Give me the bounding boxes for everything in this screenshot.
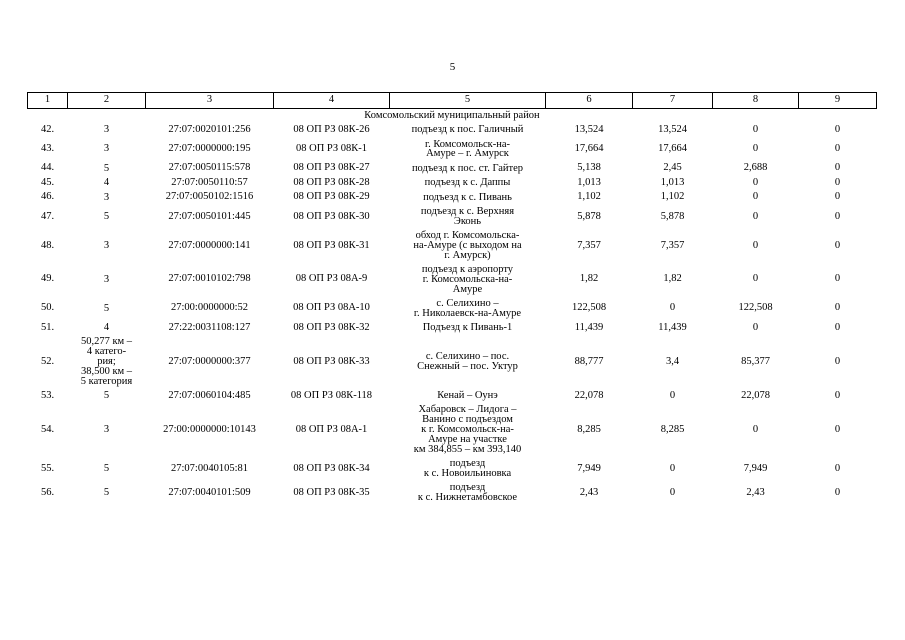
table-row <box>28 403 877 457</box>
total-length: 17,664 <box>574 143 604 155</box>
cadastral-number: 27:00:0000000:52 <box>170 302 248 314</box>
length-col-8: 2,688 <box>743 162 768 174</box>
column-header: 8 <box>713 93 799 109</box>
road-id: 08 ОП РЗ 08К-29 <box>293 191 370 203</box>
column-header: 6 <box>546 93 633 109</box>
cadastral-number: 27:07:0050110:57 <box>171 176 248 188</box>
cadastral-number: 27:07:0040105:81 <box>170 463 248 475</box>
road-category: 5 <box>103 302 110 314</box>
length-col-7: 13,524 <box>658 124 687 135</box>
cadastral-number: 27:07:0050101:445 <box>168 210 251 222</box>
table-row <box>28 481 877 505</box>
total-length: 11,439 <box>574 321 604 333</box>
cadastral-number: 27:07:0050102:1516 <box>165 191 254 203</box>
length-col-9: 0 <box>834 355 841 367</box>
total-length: 122,508 <box>571 302 607 314</box>
road-id: 08 ОП РЗ 08К-1 <box>295 143 368 155</box>
road-id: 08 ОП РЗ 08К-27 <box>293 162 370 174</box>
length-col-7: 3,4 <box>665 355 680 367</box>
road-name: подъезд к с. Пивань <box>423 191 512 203</box>
length-col-7: 0 <box>669 302 676 314</box>
table-row <box>28 335 877 389</box>
length-col-9: 0 <box>834 239 841 251</box>
length-col-9: 0 <box>834 273 841 285</box>
column-header: 2 <box>68 93 146 109</box>
road-id: 08 ОП РЗ 08К-34 <box>293 463 370 475</box>
road-name: с. Селихино – пос. Снежный – пос. Уктур <box>417 351 518 373</box>
table-row <box>28 321 877 336</box>
length-col-8: 7,949 <box>743 463 768 475</box>
road-id: 08 ОП РЗ 08А-1 <box>295 424 368 436</box>
length-col-7: 0 <box>669 486 676 498</box>
road-id: 08 ОП РЗ 08К-33 <box>293 355 370 367</box>
row-number: 50. <box>40 302 55 314</box>
road-name: обход г. Комсомольска- на-Амуре (с выходом на г. Амурск) <box>413 229 522 261</box>
row-number: 42. <box>40 124 55 135</box>
length-col-9: 0 <box>834 302 841 314</box>
column-header: 3 <box>146 93 274 109</box>
cadastral-number: 27:07:0020101:256 <box>168 124 251 135</box>
page-number: 5 <box>449 61 456 73</box>
table-row <box>28 263 877 297</box>
length-col-8: 85,377 <box>741 355 770 367</box>
road-id: 08 ОП РЗ 08А-9 <box>295 273 368 285</box>
road-name: подъезд к с. Верхняя Эконь <box>420 205 515 227</box>
length-col-9: 0 <box>834 191 841 203</box>
row-number: 47. <box>40 210 55 222</box>
road-category: 5 <box>103 162 110 174</box>
road-name: Подъезд к Пивань-1 <box>422 321 513 333</box>
column-header: 1 <box>28 93 68 109</box>
row-number: 53. <box>40 389 55 401</box>
road-category: 3 <box>103 143 110 155</box>
table-row <box>28 205 877 229</box>
length-col-7: 1,82 <box>663 273 682 285</box>
road-name: подъезд к с. Новоильиновка <box>423 458 512 480</box>
row-number: 45. <box>40 176 55 188</box>
row-number: 56. <box>40 486 55 498</box>
road-category: 3 <box>103 124 110 136</box>
table-row <box>28 190 877 205</box>
table-row <box>28 161 877 176</box>
total-length: 13,524 <box>574 124 604 135</box>
length-col-9: 0 <box>834 162 841 174</box>
total-length: 7,949 <box>577 463 601 475</box>
road-category: 5 <box>103 463 110 475</box>
road-id: 08 ОП РЗ 08К-32 <box>293 321 370 333</box>
road-id: 08 ОП РЗ 08К-118 <box>290 389 373 401</box>
road-name: Хабаровск – Лидога – Ванино с подъездом к г. Комсомольск-на- Амуре на участке км 384,855 – км 393,140 <box>413 404 522 456</box>
total-length: 7,357 <box>577 239 601 251</box>
length-col-7: 7,357 <box>660 239 685 251</box>
length-col-8: 0 <box>752 176 759 188</box>
road-category: 5 <box>103 487 110 499</box>
length-col-8: 0 <box>752 239 759 251</box>
total-length: 8,285 <box>577 424 601 436</box>
length-col-9: 0 <box>834 463 841 475</box>
length-col-8: 122,508 <box>738 302 773 314</box>
road-name: подъезд к с. Даппы <box>424 177 511 189</box>
cadastral-number: 27:22:0031108:127 <box>168 321 251 333</box>
total-length: 5,878 <box>577 210 601 222</box>
row-number: 52. <box>40 355 55 367</box>
section-row <box>28 109 877 124</box>
total-length: 1,82 <box>579 273 599 285</box>
road-id: 08 ОП РЗ 08К-26 <box>293 124 370 135</box>
length-col-9: 0 <box>834 124 841 135</box>
length-col-7: 0 <box>669 463 676 475</box>
table-row <box>28 389 877 404</box>
cadastral-number: 27:07:0050115:578 <box>168 162 251 174</box>
length-col-9: 0 <box>834 321 841 333</box>
table-row <box>28 457 877 481</box>
road-category: 3 <box>103 239 110 251</box>
road-category: 4 <box>103 177 110 189</box>
total-length: 2,43 <box>579 486 599 498</box>
length-col-9: 0 <box>834 210 841 222</box>
road-category: 4 <box>103 321 110 333</box>
roads-table <box>27 92 877 505</box>
length-col-8: 0 <box>752 424 759 436</box>
length-col-7: 1,013 <box>660 176 685 188</box>
road-category: 3 <box>103 273 110 285</box>
length-col-8: 0 <box>752 143 759 155</box>
road-category: 5 <box>103 390 110 402</box>
length-col-8: 2,43 <box>746 486 765 498</box>
length-col-8: 0 <box>752 191 759 203</box>
road-name: подъезд к аэропорту г. Комсомольска-на- Амуре <box>421 263 514 295</box>
cadastral-number: 27:07:0000000:195 <box>168 143 251 155</box>
road-name: г. Комсомольск-на- Амуре – г. Амурск <box>424 138 511 160</box>
row-number: 44. <box>40 162 55 174</box>
road-category: 5 <box>103 210 110 222</box>
column-header: 4 <box>274 93 390 109</box>
length-col-7: 8,285 <box>660 424 685 436</box>
length-col-8: 0 <box>752 321 759 333</box>
road-category: 3 <box>103 424 110 436</box>
length-col-8: 22,078 <box>741 389 770 401</box>
total-length: 1,102 <box>577 191 601 203</box>
length-col-7: 1,102 <box>660 191 685 203</box>
row-number: 49. <box>40 273 55 285</box>
row-number: 55. <box>40 463 55 475</box>
road-id: 08 ОП РЗ 08К-28 <box>293 176 370 188</box>
length-col-7: 17,664 <box>658 143 687 155</box>
length-col-9: 0 <box>834 176 841 188</box>
length-col-8: 0 <box>752 210 759 222</box>
total-length: 5,138 <box>577 162 601 174</box>
length-col-7: 5,878 <box>660 210 685 222</box>
road-id: 08 ОП РЗ 08А-10 <box>293 302 370 314</box>
length-col-8: 0 <box>752 273 759 285</box>
length-col-7: 11,439 <box>658 321 687 333</box>
length-col-7: 2,45 <box>663 162 682 174</box>
table-row <box>28 176 877 191</box>
road-name: подъезд к пос. ст. Гайтер <box>411 162 524 174</box>
length-col-9: 0 <box>834 424 841 436</box>
cadastral-number: 27:07:0010102:798 <box>168 273 251 285</box>
road-id: 08 ОП РЗ 08К-30 <box>293 210 370 222</box>
length-col-9: 0 <box>834 486 841 498</box>
cadastral-number: 27:07:0000000:141 <box>168 239 251 251</box>
length-col-9: 0 <box>834 143 841 155</box>
total-length: 1,013 <box>577 176 601 188</box>
road-name: подъезд к с. Нижнетамбовское <box>417 482 518 504</box>
row-number: 54. <box>40 424 55 436</box>
table-row <box>28 297 877 321</box>
row-number: 51. <box>40 321 55 333</box>
row-number: 43. <box>40 143 55 155</box>
road-name: Кенай – Оунэ <box>437 390 498 402</box>
total-length: 88,777 <box>574 355 604 367</box>
cadastral-number: 27:07:0000000:377 <box>168 355 251 367</box>
cadastral-number: 27:00:0000000:10143 <box>163 424 256 436</box>
length-col-9: 0 <box>834 389 841 401</box>
road-name: подъезд к пос. Галичный <box>411 124 524 136</box>
road-category: 50,277 км – 4 катего- рия; 38,500 км – 5 категория <box>80 336 133 387</box>
total-length: 22,078 <box>574 389 604 401</box>
cadastral-number: 27:07:0040101:509 <box>168 486 251 498</box>
column-header: 7 <box>633 93 713 109</box>
length-col-7: 0 <box>669 389 676 401</box>
road-category: 3 <box>103 191 110 203</box>
length-col-8: 0 <box>752 124 759 135</box>
cadastral-number: 27:07:0060104:485 <box>168 389 251 401</box>
row-number: 48. <box>40 239 55 251</box>
table-row <box>28 123 877 138</box>
column-header: 9 <box>799 93 877 109</box>
column-header: 5 <box>390 93 546 109</box>
table-row <box>28 229 877 263</box>
table-row <box>28 138 877 162</box>
road-id: 08 ОП РЗ 08К-31 <box>293 239 370 251</box>
road-name: с. Селихино – г. Николаевск-на-Амуре <box>413 297 522 319</box>
road-id: 08 ОП РЗ 08К-35 <box>293 486 370 498</box>
row-number: 46. <box>40 191 55 203</box>
table-header-row <box>28 93 877 109</box>
section-title: Комсомольский муниципальный район <box>364 109 540 121</box>
